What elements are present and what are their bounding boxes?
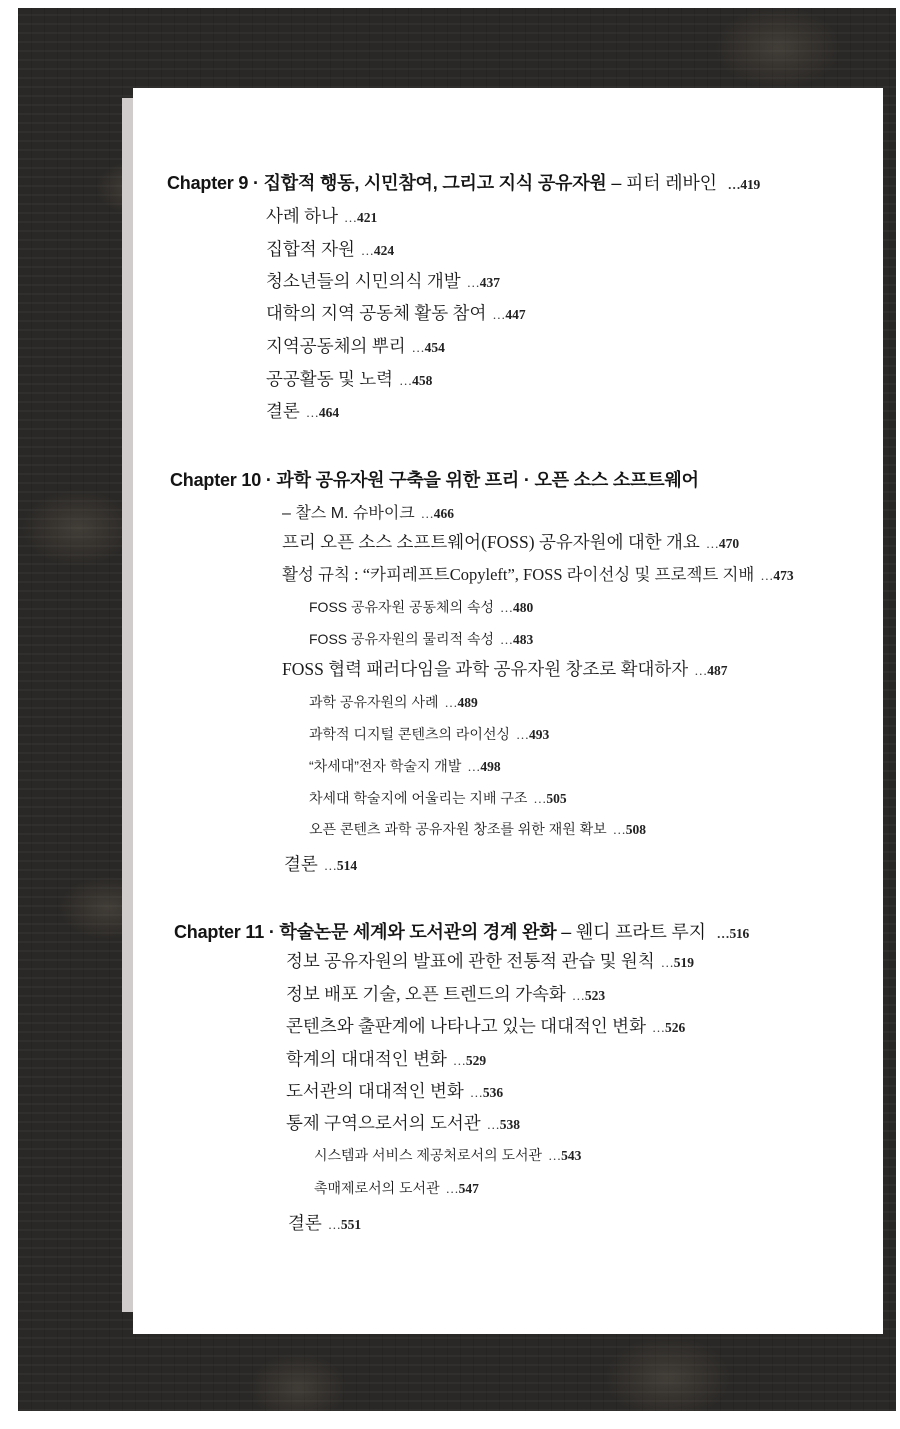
leader-dots: … (651, 1020, 665, 1035)
page-number: 526 (664, 1020, 686, 1035)
leader-dots: … (411, 340, 425, 355)
toc-entry (288, 1210, 361, 1235)
entry-title: 콘텐츠와 출판계에 나타나고 있는 대대적인 변화 (286, 1016, 646, 1036)
toc-entry (286, 981, 605, 1006)
leader-dots: … (445, 1181, 459, 1196)
entry-title: FOSS 공유자원 공동체의 속성 (309, 599, 495, 615)
leader-dots: … (492, 307, 506, 322)
page-number: 516 (729, 926, 750, 941)
toc-entry (266, 300, 526, 325)
chapter-11-heading (174, 918, 749, 944)
chapter-author: – 피터 레바인 (611, 173, 717, 193)
leader-dots: … (760, 568, 774, 583)
entry-title: 정보 배포 기술, 오픈 트렌드의 가속화 (286, 984, 566, 1004)
leader-dots: … (469, 1085, 483, 1100)
entry-title: 도서관의 대대적인 변화 (286, 1081, 464, 1101)
page-number: 464 (318, 405, 340, 420)
page-number: 489 (457, 695, 478, 710)
page-number: 424 (373, 243, 395, 258)
toc-entry (286, 948, 694, 973)
toc-entry (266, 366, 432, 391)
toc-subentry (309, 819, 646, 839)
leader-dots: … (612, 822, 626, 837)
page-number: 458 (412, 373, 433, 388)
page-number: 547 (458, 1181, 479, 1196)
entry-title: 통제 구역으로서의 도서관 (286, 1113, 481, 1133)
page-number: 508 (625, 822, 646, 837)
toc-entry (266, 333, 445, 358)
leader-dots: … (399, 373, 413, 388)
page-number: 466 (433, 506, 454, 521)
leader-dots: … (705, 536, 719, 551)
entry-title: 시스템과 서비스 제공처로서의 도서관 (314, 1147, 543, 1163)
entry-title: 정보 공유자원의 발표에 관한 전통적 관습 및 원칙 (286, 951, 655, 971)
page-number: 483 (513, 632, 534, 647)
entry-title: “차세대”전자 학술지 개발 (309, 758, 462, 774)
toc-entry (286, 1078, 503, 1103)
entry-title: FOSS 공유자원의 물리적 속성 (309, 631, 495, 647)
leader-dots: … (444, 695, 458, 710)
toc-subentry (309, 756, 501, 776)
entry-title: 활성 규칙 : “카피레프트Copyleft”, FOSS 라이선싱 및 프로젝트 지배 (282, 565, 755, 584)
leader-dots: … (660, 955, 674, 970)
leader-dots: … (420, 506, 434, 521)
leader-dots: … (500, 632, 514, 647)
toc-subentry (309, 692, 478, 712)
toc-entry (286, 1046, 486, 1071)
chapter-9-heading (167, 169, 760, 195)
leader-dots: … (716, 926, 730, 941)
leader-dots: … (344, 210, 357, 225)
entry-title: 청소년들의 시민의식 개발 (266, 271, 461, 291)
toc-entry (282, 529, 739, 554)
leader-dots: … (467, 759, 481, 774)
leader-dots: … (327, 1217, 341, 1232)
page-number: 419 (740, 177, 761, 192)
entry-title: 사례 하나 (266, 206, 338, 226)
page-number: 519 (673, 955, 694, 970)
entry-title: 결론 (284, 854, 318, 874)
toc-entry (284, 851, 357, 876)
page-number: 498 (480, 759, 501, 774)
toc-subentry (309, 629, 533, 649)
entry-title: 결론 (288, 1213, 322, 1233)
page-number: 514 (336, 858, 358, 873)
entry-title: FOSS 협력 패러다임을 과학 공유자원 창조로 확대하자 (282, 659, 689, 679)
entry-title: 과학적 디지털 콘텐츠의 라이선싱 (309, 726, 511, 742)
toc-subentry (314, 1145, 581, 1165)
page-number: 480 (513, 600, 534, 615)
leader-dots: … (486, 1117, 500, 1132)
leader-dots: … (360, 243, 374, 258)
leader-dots: … (452, 1053, 466, 1068)
page-number: 473 (773, 568, 794, 583)
chapter-author: – 웬디 프라트 루지 (561, 922, 706, 942)
chapter-10-heading (170, 466, 699, 492)
leader-dots: … (516, 727, 530, 742)
chapter-title: Chapter 10 · 과학 공유자원 구축을 위한 프리 · 오픈 소스 소프트웨어 (170, 470, 699, 490)
toc-entry (286, 1013, 685, 1038)
page-number: 437 (479, 275, 500, 290)
page-number: 505 (546, 791, 567, 806)
leader-dots: … (323, 858, 337, 873)
toc-entry (282, 561, 794, 585)
leader-dots: … (694, 663, 708, 678)
chapter-title: Chapter 11 · 학술논문 세계와 도서관의 경계 완화 (174, 922, 557, 942)
entry-title: 결론 (266, 401, 300, 421)
toc-subentry (309, 788, 567, 808)
toc-entry (286, 1110, 520, 1135)
page-number: 543 (561, 1148, 582, 1163)
page-number: 551 (340, 1217, 362, 1232)
page-number: 454 (424, 340, 445, 355)
entry-title: 차세대 학술지에 어울리는 지배 구조 (309, 790, 528, 806)
entry-title: 지역공동체의 뿌리 (266, 336, 406, 356)
leader-dots: … (548, 1148, 562, 1163)
toc-subentry (309, 597, 533, 617)
entry-title: 대학의 지역 공동체 활동 참여 (266, 303, 487, 323)
toc-subentry (314, 1178, 479, 1198)
toc-entry (266, 398, 339, 423)
page-number: 523 (584, 988, 606, 1003)
entry-title: 프리 오픈 소스 소프트웨어(FOSS) 공유자원에 대한 개요 (282, 532, 700, 552)
chapter-10-author-line (282, 500, 454, 523)
entry-title: 오픈 콘텐츠 과학 공유자원 창조를 위한 재원 확보 (309, 821, 607, 837)
page-number: 487 (707, 663, 728, 678)
page-number: 493 (529, 727, 550, 742)
leader-dots: … (500, 600, 514, 615)
page-number: 447 (505, 307, 526, 322)
entry-title: 공공활동 및 노력 (266, 369, 394, 389)
leader-dots: … (727, 177, 741, 192)
entry-title: 집합적 자원 (266, 239, 355, 259)
toc-entry (266, 203, 377, 228)
toc-entry (282, 656, 727, 681)
page-number: 470 (718, 536, 740, 551)
page-number: 529 (465, 1053, 487, 1068)
entry-title: 학계의 대대적인 변화 (286, 1049, 447, 1069)
leader-dots: … (466, 275, 480, 290)
leader-dots: … (305, 405, 319, 420)
page-number: 421 (357, 210, 378, 225)
chapter-title: Chapter 9 · 집합적 행동, 시민참여, 그리고 지식 공유자원 (167, 173, 607, 193)
entry-title: 과학 공유자원의 사례 (309, 694, 439, 710)
chapter-author: – 찰스 M. 슈바이크 (282, 505, 415, 522)
toc-entry (266, 236, 394, 261)
toc-subentry (309, 724, 549, 744)
toc-entry (266, 268, 500, 293)
page-number: 538 (499, 1117, 520, 1132)
entry-title: 촉매제로서의 도서관 (314, 1180, 440, 1196)
page-number: 536 (482, 1085, 504, 1100)
leader-dots: … (571, 988, 585, 1003)
leader-dots: … (533, 791, 547, 806)
